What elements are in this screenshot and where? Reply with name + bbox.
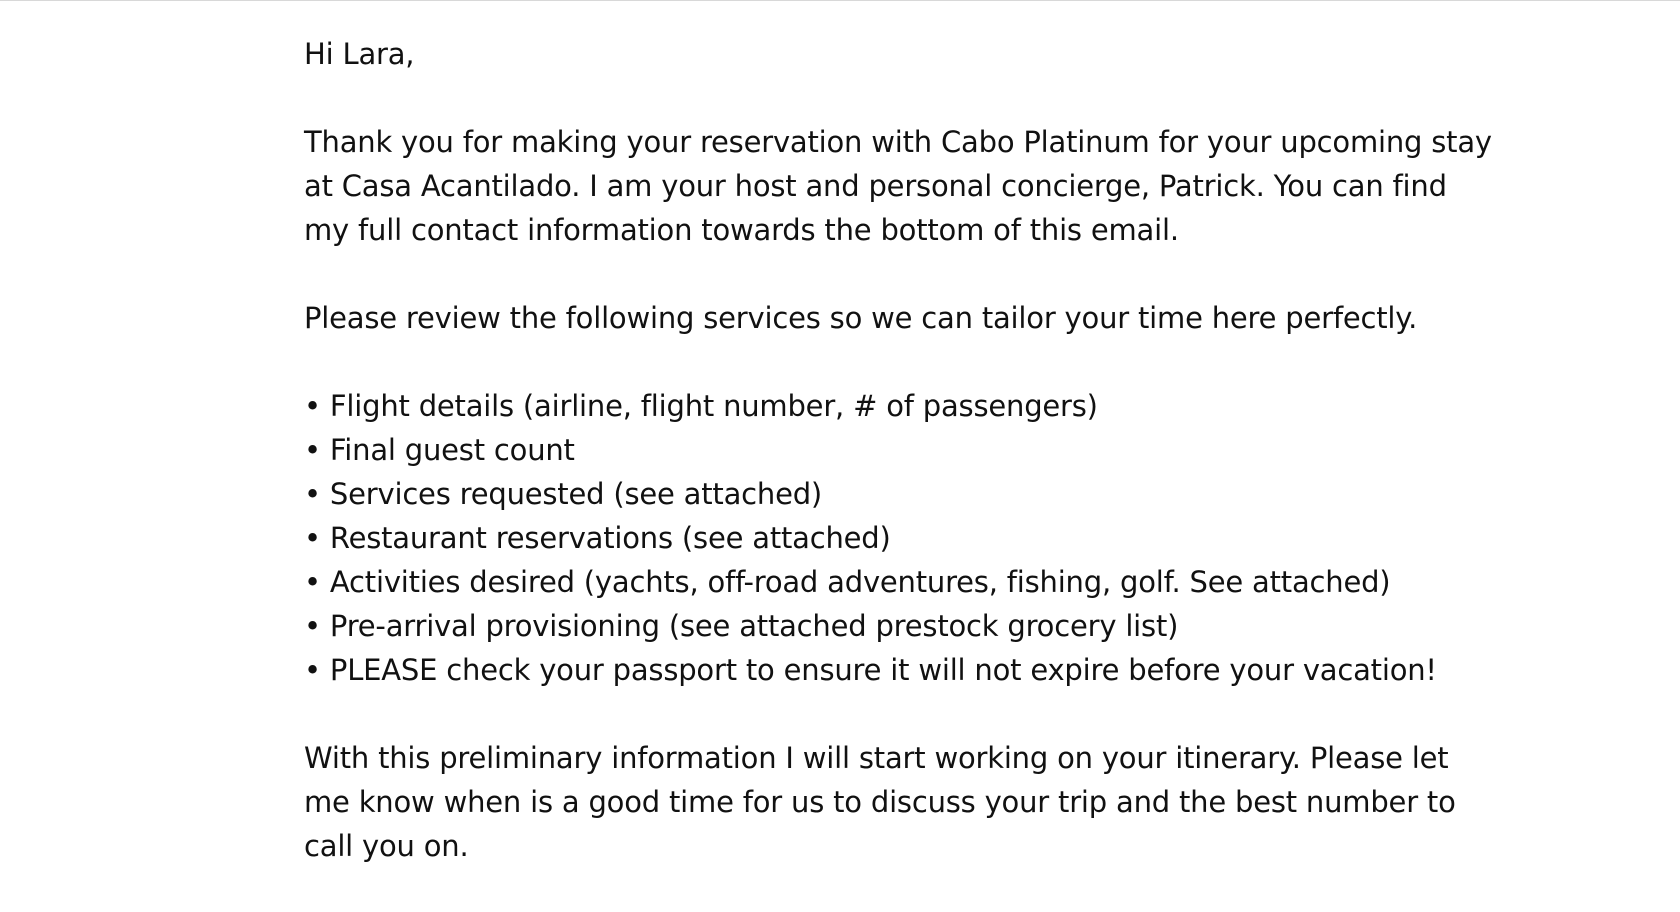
checklist-item: • Restaurant reservations (see attached)	[304, 521, 891, 555]
closing-line: With this preliminary information I will start working on your itinerary. Please let	[304, 741, 1449, 775]
closing-paragraph	[304, 736, 1484, 868]
checklist-item: • Activities desired (yachts, off-road adventures, fishing, golf. See attached)	[304, 565, 1391, 599]
email-body	[304, 32, 1492, 912]
review-prompt-text: Please review the following services so we can tailor your time here perfectly.	[304, 301, 1418, 335]
checklist-item: • Final guest count	[304, 433, 575, 467]
intro-line: at Casa Acantilado. I am your host and personal concierge, Patrick. You can find	[304, 169, 1447, 203]
intro-line: Thank you for making your reservation with Cabo Platinum for your upcoming stay	[304, 125, 1492, 159]
services-checklist	[304, 384, 1484, 692]
greeting-text: Hi Lara,	[304, 37, 415, 71]
greeting	[304, 32, 1484, 76]
checklist-item: • Services requested (see attached)	[304, 477, 823, 511]
closing-line: call you on.	[304, 829, 469, 863]
checklist-item: • Pre-arrival provisioning (see attached prestock grocery list)	[304, 609, 1179, 643]
checklist-item: • PLEASE check your passport to ensure it will not expire before your vacation!	[304, 653, 1437, 687]
closing-line: me know when is a good time for us to discuss your trip and the best number to	[304, 785, 1456, 819]
checklist-item: • Flight details (airline, flight number, # of passengers)	[304, 389, 1098, 423]
top-divider	[0, 0, 1680, 1]
intro-paragraph	[304, 120, 1492, 252]
intro-line: my full contact information towards the bottom of this email.	[304, 213, 1179, 247]
review-prompt	[304, 296, 1484, 340]
